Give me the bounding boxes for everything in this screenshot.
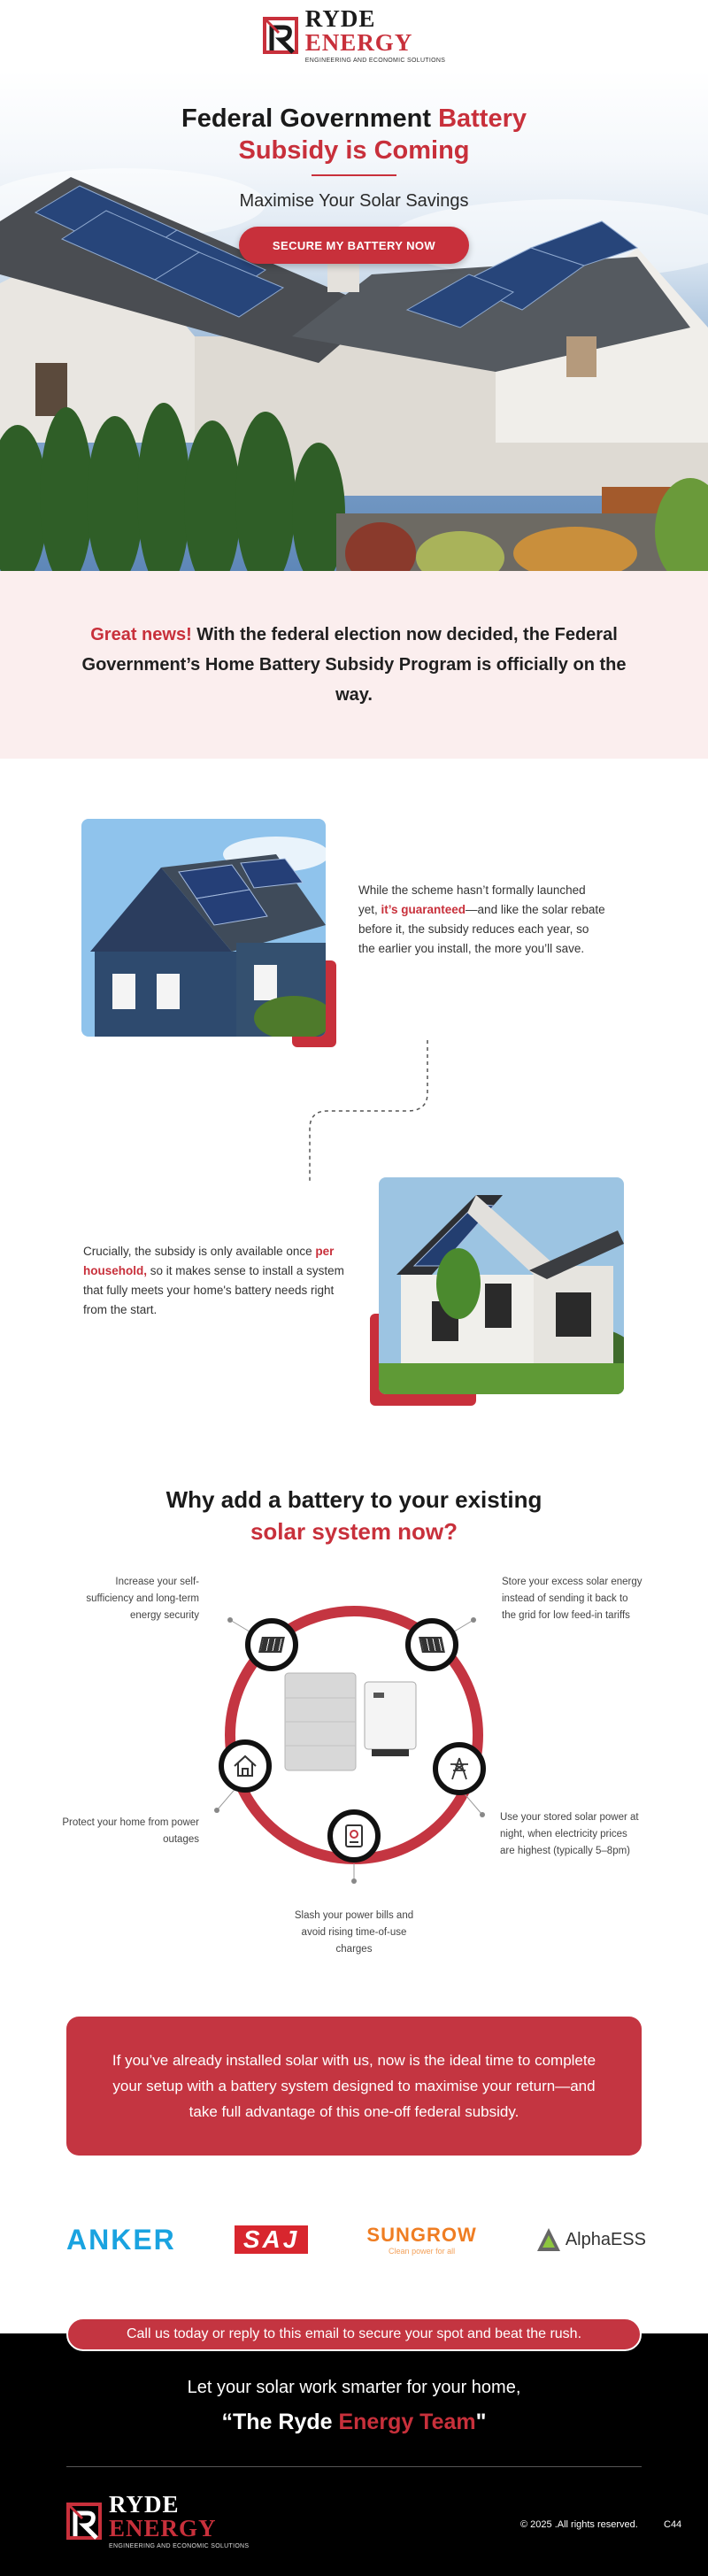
footer-logo-energy: ENERGY [109,2515,217,2541]
feature2-text [83,1242,349,1320]
feature1-text-a: While the scheme hasn’t formally launched yet, [358,883,586,916]
header [0,0,708,71]
label-use-night: Use your stored solar power at night, when electricity prices are highest (typically 5–8pm) [500,1812,639,1856]
node-store-excess [405,1618,458,1671]
bill-icon [343,1824,365,1848]
cta-box-text: If you’ve already installed solar with us, now is the ideal time to complete your setup with a battery system designed to maximise your return—and take full advantage of this one-off federal subsidy. [112,2052,596,2120]
footer-divider [66,2466,642,2467]
footer-code: C44 [664,2519,682,2530]
brand-sungrow-tagline: Clean power for all [389,2247,456,2256]
feature2-image [379,1177,624,1394]
feature2-text-a: Crucially, the subsidy is only available once [83,1245,316,1258]
brand-logos [66,2213,646,2266]
brand-sungrow-name: SUNGROW [366,2224,477,2246]
footer-signature-red: Energy Team [338,2410,476,2434]
footer-copyright: © 2025 .All rights reserved. [520,2519,638,2530]
solar-panel-icon [258,1637,285,1653]
call-us-banner[interactable]: Call us today or reply to this email to secure your spot and beat the rush. [66,2318,642,2351]
power-tower-icon [447,1756,472,1781]
hero-title [0,103,708,166]
footer-logo[interactable] [66,2493,249,2549]
logo-tagline: ENGINEERING AND ECONOMIC SOLUTIONS [304,58,446,64]
label-store-excess: Store your excess solar energy instead of sending it back to the grid for low feed-in tariffs [502,1577,643,1621]
footer-signature [0,2410,708,2435]
label-protect-home: Protect your home from power outages [62,1817,199,1845]
alphaess-logo-icon [535,2226,562,2253]
intro-section [0,571,708,759]
footer-signature-b: " [475,2410,487,2434]
home-icon [233,1755,258,1778]
logo-name-energy: ENERGY [304,29,413,56]
footer-line1: Let your solar work smarter for your home, [187,2378,521,2397]
cta-box [66,2017,642,2156]
intro-body: With the federal election now decided, the Federal Government’s Home Battery Subsidy Program is officially on the way. [81,625,627,705]
brand-alphaess [535,2226,646,2253]
feature1-text [358,881,606,959]
label-slash-bills: Slash your power bills and avoid rising time-of-use charges [294,1910,414,1955]
feature1-image [81,819,326,1037]
node-self-sufficiency [245,1618,298,1671]
footer-logo-tagline: ENGINEERING AND ECONOMIC SOLUTIONS [109,2543,250,2549]
blue-house-image [81,819,326,1037]
hero-title-red2: Subsidy is Coming [238,136,470,165]
hero-title-red1: Battery [438,104,527,133]
brand-logo[interactable] [263,7,445,64]
logo-mark-icon [263,15,300,56]
intro-lead: Great news! [90,625,192,644]
intro-text [80,620,628,710]
hero-subtitle: Maximise Your Solar Savings [239,191,469,211]
feature2-text-red: per household, [83,1245,335,1277]
dashed-connector [301,1040,434,1182]
why-title-line1: Why add a battery to your existing [165,1486,543,1513]
brand-saj: SAJ [235,2225,308,2254]
logo-name-ryde: RYDE [304,5,376,32]
why-title [0,1484,708,1547]
node-use-night [433,1742,486,1795]
hero-section [0,71,708,571]
footer-signature-a: “The Ryde [221,2410,339,2434]
modern-house-image [379,1177,624,1394]
label-self-sufficiency: Increase your self-sufficiency and long-term energy security [86,1577,199,1621]
node-protect-home [219,1739,272,1793]
brand-sungrow [366,2224,476,2256]
footer [0,2326,708,2576]
secure-battery-button[interactable]: SECURE MY BATTERY NOW [239,227,469,264]
feature1-text-red: it’s guaranteed [381,903,466,916]
why-title-line2: solar system now? [250,1518,458,1545]
brand-anker: ANKER [66,2223,176,2256]
brand-alphaess-name: AlphaESS [565,2229,646,2249]
node-slash-bills [327,1809,381,1863]
feature2-text-b: so it makes sense to install a system that fully meets your home's battery needs right from the start. [83,1264,344,1316]
footer-logo-ryde: RYDE [109,2491,180,2518]
hero-title-part1: Federal Government [181,104,439,133]
feature1-text-b: —and like the solar rebate before it, the subsidy reduces each year, so the earlier you install, the more you’ll save. [358,903,605,955]
hero-divider [312,174,396,176]
footer-logo-mark-icon [66,2501,104,2541]
solar-panel-icon [419,1637,445,1653]
